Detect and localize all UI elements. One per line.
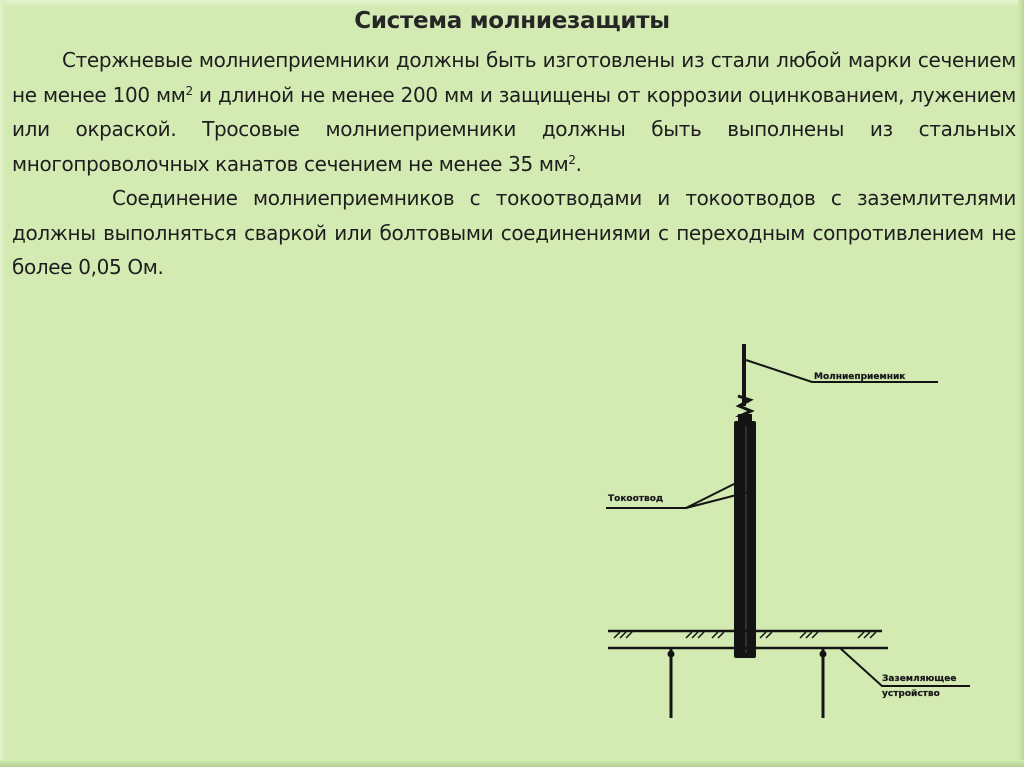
label-conductor: Токоотвод [608, 494, 664, 504]
superscript-square-1: 2 [185, 83, 193, 98]
label-ground-line1: Заземляющее [882, 674, 957, 684]
slide-bevel-top [0, 0, 1024, 6]
paragraph-rod-requirements [12, 43, 1016, 181]
body-text [12, 43, 1016, 285]
slide-bevel-left [0, 0, 5, 767]
slide-title: Система молниезащиты [354, 8, 670, 34]
superscript-square-2: 2 [568, 152, 576, 167]
slide-bevel-bottom [0, 760, 1024, 767]
paragraph-connection-requirements: Соединение молниеприемников с токоотводами и токоотводов с заземлителями должны выполняться сваркой или болтовыми соединениями с переходным сопротивлением не более 0,05 Ом. [12, 186, 1016, 279]
paragraph1-part1: Стержневые молниеприемники должны быть изготовлены из стали любой марки сечением не менее 100 мм [12, 48, 1016, 107]
electrode-joint-left [668, 651, 675, 658]
paragraph1-part3: . [575, 151, 582, 176]
paragraph1-part2: и длиной не менее 200 мм и защищены от коррозии оцинкованием, лужением или окраской. Тросовые молниеприемники должны быть выполнены из стальных многопроволочных канатов сечением не менее 35 мм [12, 82, 1016, 176]
rod-clamp-base [738, 414, 752, 421]
label-ground-line2: устройство [882, 689, 940, 699]
slide-bevel-right [1018, 0, 1024, 767]
mast-pipe [734, 421, 756, 658]
electrode-joint-right [820, 651, 827, 658]
lightning-rod-diagram [600, 338, 980, 728]
label-rod: Молниеприемник [814, 372, 906, 382]
